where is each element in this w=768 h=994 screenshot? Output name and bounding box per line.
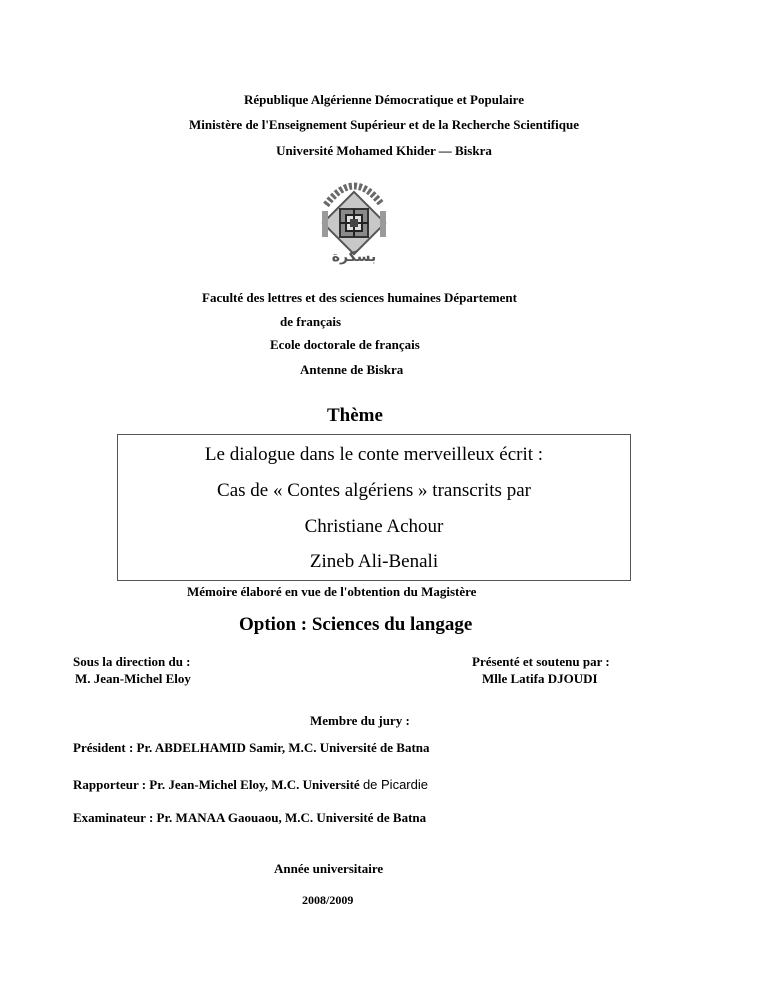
theme-line-3: Christiane Achour bbox=[304, 516, 444, 537]
faculty-line-2: de français bbox=[280, 314, 342, 329]
antenna: Antenne de Biskra bbox=[300, 362, 404, 377]
memoire-statement: Mémoire élaboré en vue de l'obtention du Magistère bbox=[187, 584, 477, 599]
academic-year-label: Année universitaire bbox=[274, 861, 384, 876]
university-title: Université Mohamed Khider — Biskra bbox=[276, 143, 492, 158]
option-title: Option : Sciences du langage bbox=[239, 614, 473, 635]
theme-line-1: Le dialogue dans le conte merveilleux écrit : bbox=[204, 444, 544, 465]
republic-title: République Algérienne Démocratique et Populaire bbox=[244, 92, 524, 107]
academic-year: 2008/2009 bbox=[302, 893, 354, 907]
theme-line-4: Zineb Ali-Benali bbox=[309, 551, 439, 572]
jury-president: Président : Pr. ABDELHAMID Samir, M.C. Université de Batna bbox=[73, 740, 430, 755]
theme-line-2: Cas de « Contes algériens » transcrits par bbox=[217, 480, 531, 501]
jury-rapporteur bbox=[73, 777, 428, 793]
logo-caption: بسكرة bbox=[331, 249, 377, 265]
jury-rapporteur-main: Rapporteur : Pr. Jean-Michel Eloy, M.C. Université bbox=[73, 777, 360, 792]
jury-rapporteur-tail: de Picardie bbox=[362, 777, 428, 792]
supervision-label: Sous la direction du : bbox=[73, 654, 191, 669]
supervisor-name: M. Jean-Michel Eloy bbox=[75, 671, 191, 686]
ministry-title: Ministère de l'Enseignement Supérieur et de la Recherche Scientifique bbox=[189, 117, 579, 132]
doctoral-school: Ecole doctorale de français bbox=[270, 337, 420, 352]
faculty-line-1: Faculté des lettres et des sciences humaines Département bbox=[202, 290, 517, 305]
student-name: Mlle Latifa DJOUDI bbox=[482, 671, 598, 686]
theme-box bbox=[117, 434, 631, 581]
jury-heading: Membre du jury : bbox=[310, 713, 410, 728]
presented-label: Présenté et soutenu par : bbox=[472, 654, 610, 669]
university-logo-icon bbox=[318, 165, 390, 269]
jury-examinateur: Examinateur : Pr. MANAA Gaouaou, M.C. Université de Batna bbox=[73, 810, 427, 825]
theme-heading: Thème bbox=[327, 405, 383, 426]
